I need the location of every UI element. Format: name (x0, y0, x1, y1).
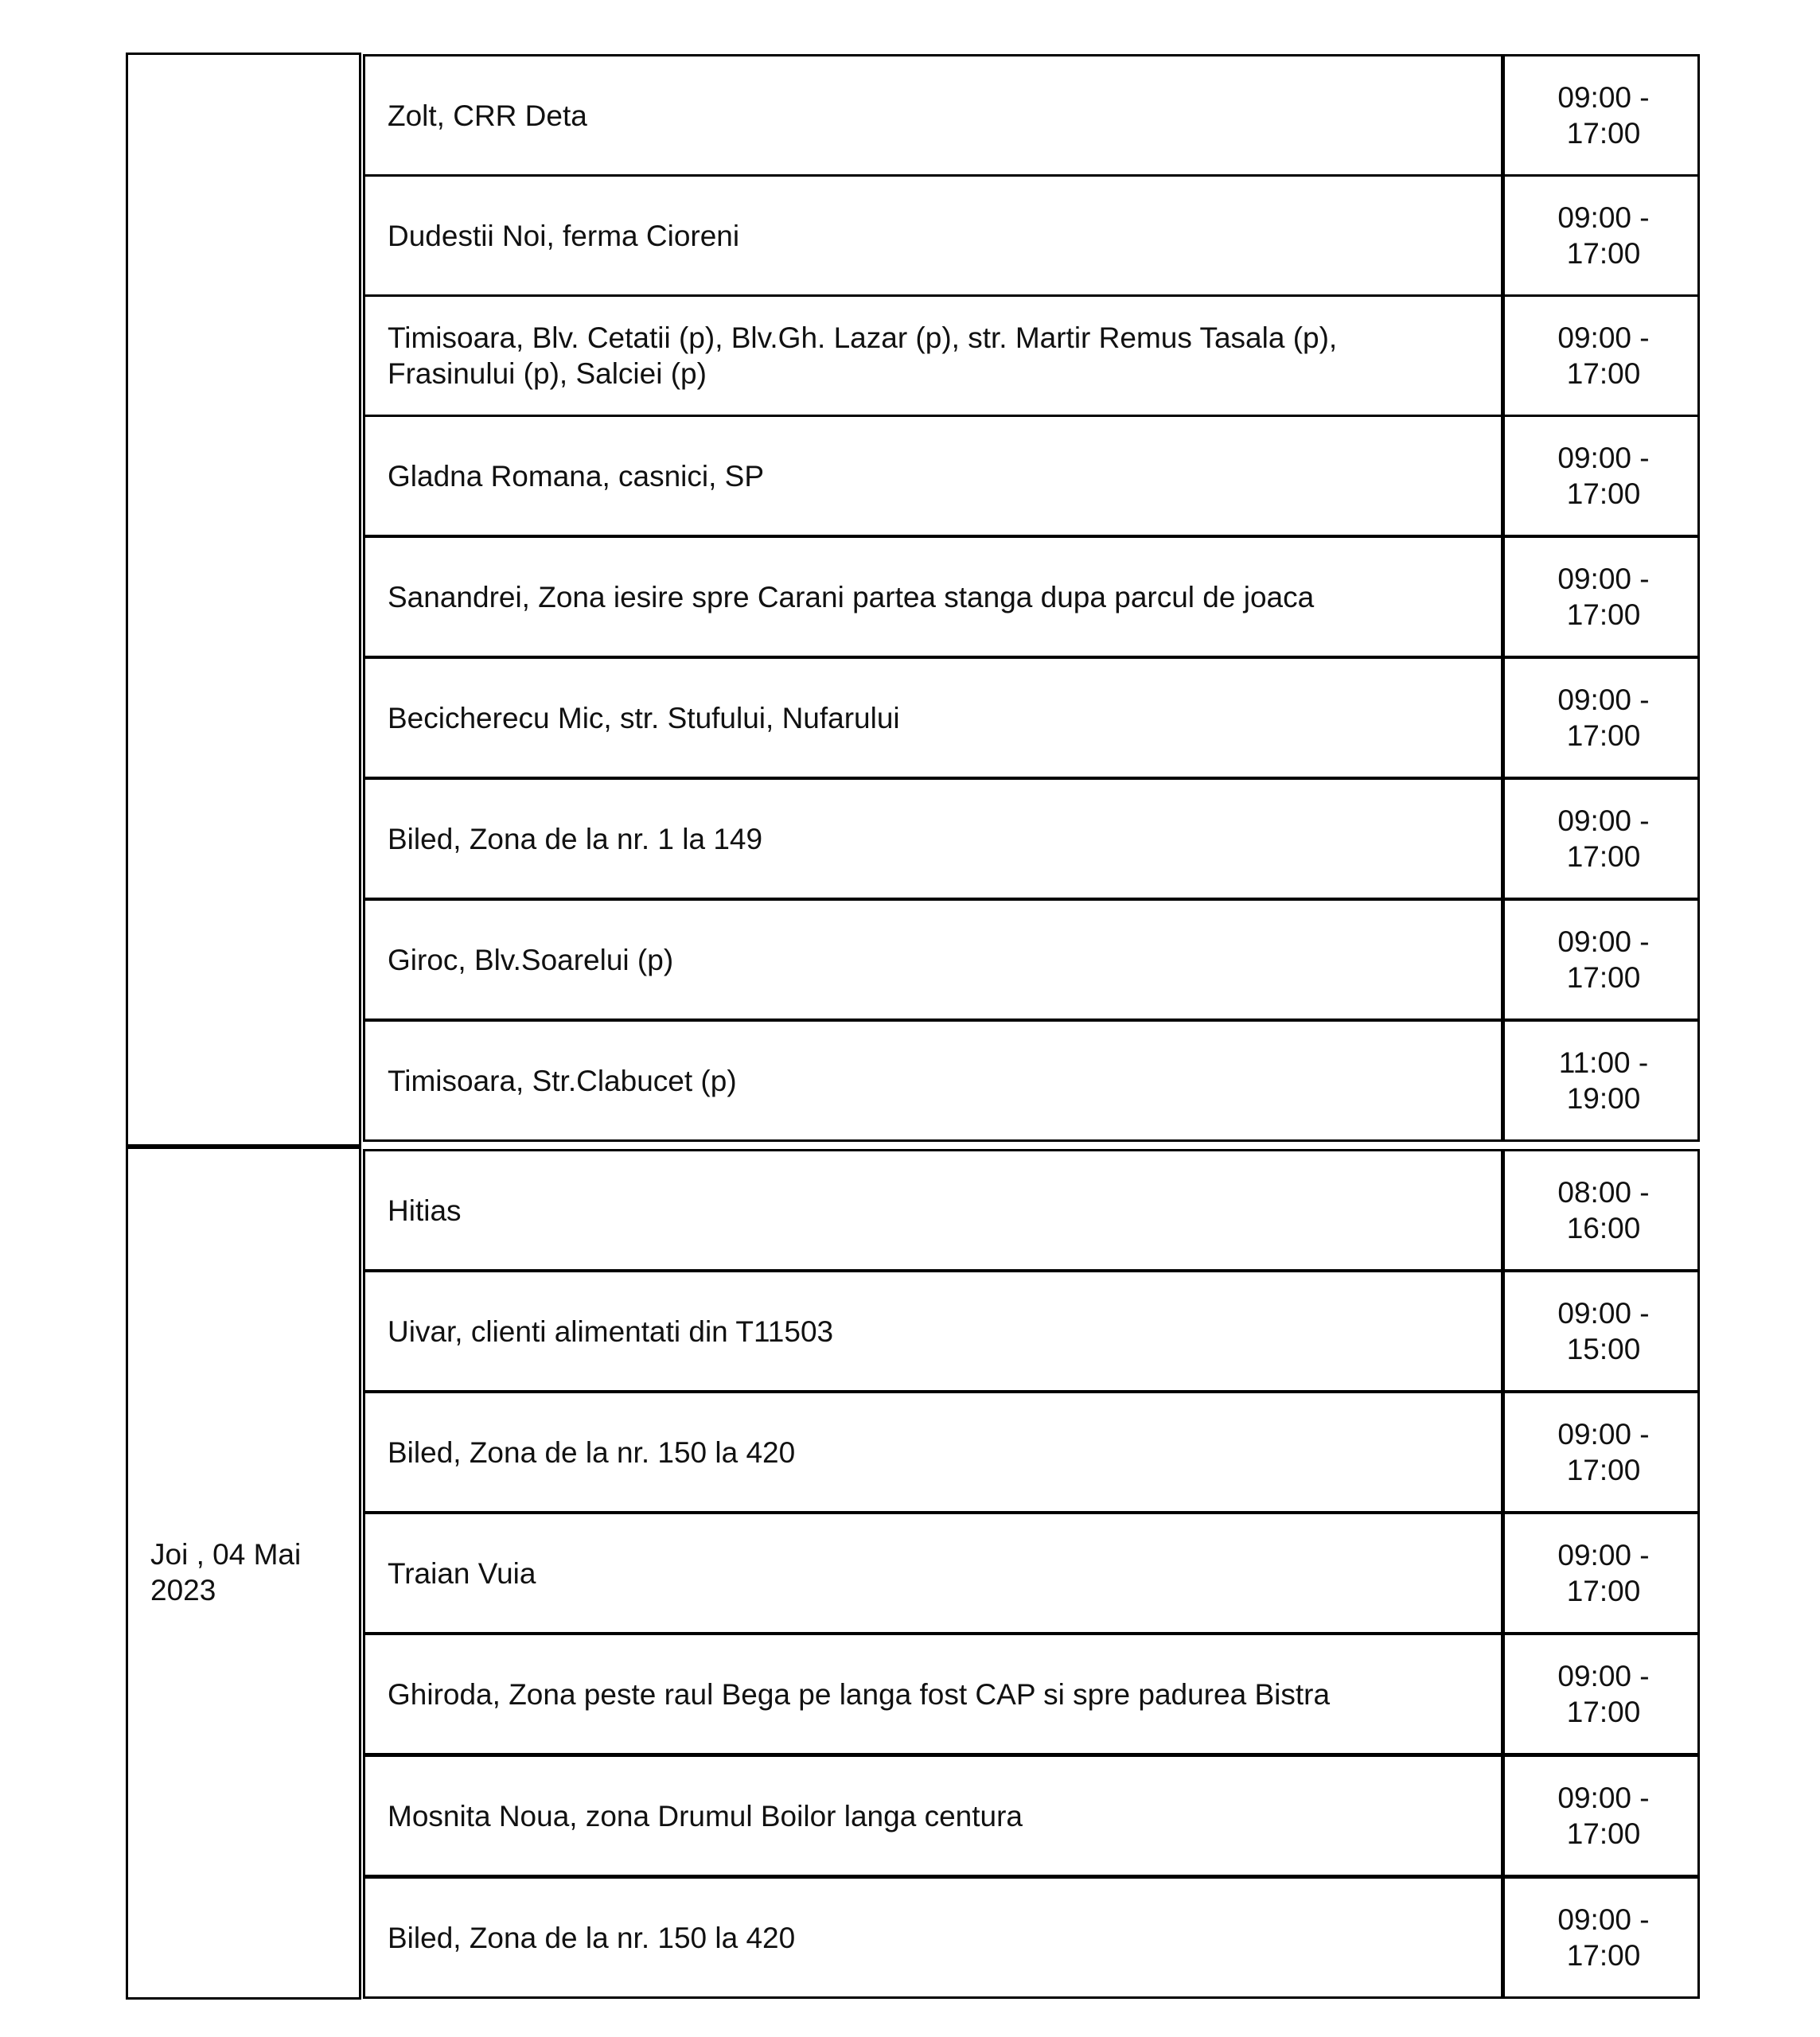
table-row (363, 415, 1700, 537)
time-cell (1501, 1755, 1700, 1877)
time-end: 15:00 (1566, 1333, 1641, 1365)
day-label: Joi , 04 Mai 2023 (150, 1538, 302, 1607)
time-end: 19:00 (1566, 1082, 1641, 1115)
location-text: Biled, Zona de la nr. 150 la 420 (388, 1921, 796, 1954)
time-start: 09:00 - (1557, 1539, 1650, 1572)
location-text: Biled, Zona de la nr. 1 la 149 (388, 822, 763, 855)
time-cell (1501, 415, 1700, 537)
table-row (363, 777, 1700, 900)
time-cell (1501, 174, 1700, 297)
time-end: 17:00 (1566, 719, 1641, 752)
location-cell (363, 1019, 1504, 1142)
time-start: 09:00 - (1557, 684, 1650, 716)
location-text: Traian Vuia (388, 1556, 536, 1590)
time-cell (1501, 1019, 1700, 1142)
table-row (363, 1019, 1700, 1142)
location-cell (363, 294, 1504, 417)
table-row (363, 1270, 1700, 1392)
time-end: 17:00 (1566, 1939, 1641, 1972)
time-end: 17:00 (1566, 1817, 1641, 1850)
table-row (363, 174, 1700, 297)
location-text: Gladna Romana, casnici, SP (388, 459, 765, 493)
location-text: Biled, Zona de la nr. 150 la 420 (388, 1435, 796, 1469)
location-text: Sanandrei, Zona iesire spre Carani partea stanga dupa parcul de joaca (388, 580, 1315, 613)
location-cell (363, 1876, 1504, 1999)
time-start: 09:00 - (1557, 1782, 1650, 1814)
time-start: 09:00 - (1557, 925, 1650, 958)
location-text: Dudestii Noi, ferma Cioreni (388, 219, 740, 252)
location-cell (363, 898, 1504, 1021)
time-end: 17:00 (1566, 477, 1641, 510)
time-cell (1501, 54, 1700, 177)
table-row (363, 898, 1700, 1021)
table-row (363, 294, 1700, 417)
time-end: 17:00 (1566, 357, 1641, 390)
time-start: 09:00 - (1557, 804, 1650, 837)
time-start: 09:00 - (1557, 201, 1650, 234)
time-cell (1501, 777, 1700, 900)
time-end: 17:00 (1566, 117, 1641, 150)
table-row (363, 1512, 1700, 1634)
location-text: Timisoara, Blv. Cetatii (p), Blv.Gh. Lazar (p), str. Martir Remus Tasala (p), Frasinului (p), Salciei (p) (388, 321, 1338, 390)
time-start: 11:00 - (1558, 1046, 1649, 1079)
time-end: 16:00 (1566, 1212, 1641, 1244)
location-cell (363, 656, 1504, 779)
time-end: 17:00 (1566, 237, 1641, 270)
location-cell (363, 777, 1504, 900)
time-start: 08:00 - (1557, 1176, 1650, 1209)
time-cell (1501, 1270, 1700, 1392)
time-end: 17:00 (1566, 840, 1641, 873)
time-cell (1501, 536, 1700, 658)
location-text: Giroc, Blv.Soarelui (p) (388, 943, 674, 976)
location-text: Timisoara, Str.Clabucet (p) (388, 1064, 737, 1097)
time-end: 17:00 (1566, 961, 1641, 994)
location-text: Zolt, CRR Deta (388, 99, 587, 132)
location-cell (363, 1270, 1504, 1392)
time-cell (1501, 1876, 1700, 1999)
time-cell (1501, 1149, 1700, 1272)
location-cell (363, 54, 1504, 177)
location-cell (363, 1512, 1504, 1634)
time-end: 17:00 (1566, 1454, 1641, 1486)
table-row (363, 1876, 1700, 1999)
location-cell (363, 174, 1504, 297)
time-cell (1501, 1512, 1700, 1634)
time-start: 09:00 - (1557, 1297, 1650, 1330)
location-text: Hitias (388, 1194, 462, 1227)
time-start: 09:00 - (1557, 1660, 1650, 1692)
day-cell-1 (126, 53, 361, 1147)
time-end: 17:00 (1566, 598, 1641, 631)
time-start: 09:00 - (1557, 81, 1650, 114)
time-start: 09:00 - (1557, 563, 1650, 595)
day-cell-2 (126, 1147, 361, 2000)
table-row (363, 536, 1700, 658)
location-cell (363, 415, 1504, 537)
time-cell (1501, 294, 1700, 417)
time-cell (1501, 1391, 1700, 1513)
table-row (363, 1633, 1700, 1755)
time-end: 17:00 (1566, 1696, 1641, 1728)
table-row (363, 1755, 1700, 1877)
location-text: Ghiroda, Zona peste raul Bega pe langa fost CAP si spre padurea Bistra (388, 1677, 1331, 1711)
time-start: 09:00 - (1557, 321, 1650, 354)
location-cell (363, 1633, 1504, 1755)
table-row (363, 54, 1700, 177)
location-cell (363, 1755, 1504, 1877)
time-cell (1501, 656, 1700, 779)
table-row (363, 1391, 1700, 1513)
location-cell (363, 536, 1504, 658)
time-end: 17:00 (1566, 1575, 1641, 1607)
time-cell (1501, 1633, 1700, 1755)
time-start: 09:00 - (1557, 1418, 1650, 1451)
location-text: Becicherecu Mic, str. Stufului, Nufarului (388, 701, 900, 734)
location-text: Uivar, clienti alimentati din T11503 (388, 1315, 834, 1348)
time-cell (1501, 898, 1700, 1021)
location-cell (363, 1391, 1504, 1513)
table-row (363, 1149, 1700, 1272)
location-cell (363, 1149, 1504, 1272)
location-text: Mosnita Noua, zona Drumul Boilor langa centura (388, 1799, 1023, 1833)
table-row (363, 656, 1700, 779)
time-start: 09:00 - (1557, 442, 1650, 474)
time-start: 09:00 - (1557, 1903, 1650, 1936)
